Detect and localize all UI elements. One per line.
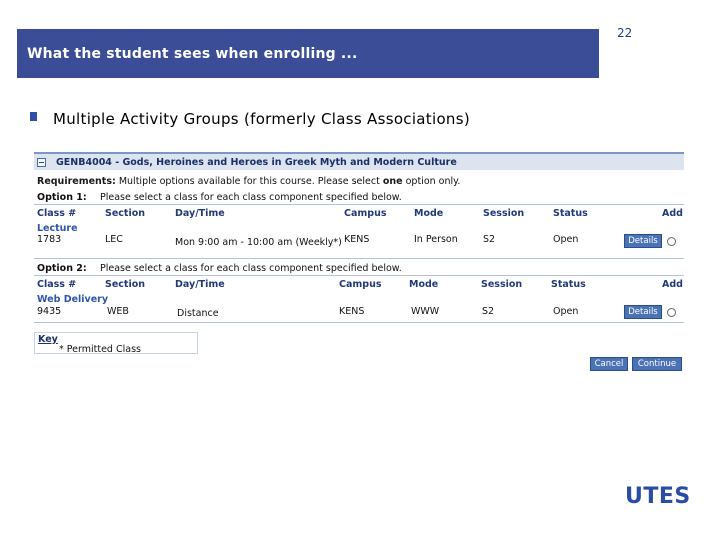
slide-title: What the student sees when enrolling ... xyxy=(27,46,358,62)
col-status: Status xyxy=(553,208,588,219)
option-2-label: Option 2: xyxy=(37,263,87,274)
option-2-description: Please select a class for each class component specified below. xyxy=(100,263,402,274)
col-class-no: Class # xyxy=(37,208,77,219)
day-time: Distance xyxy=(177,308,219,319)
campus: KENS xyxy=(339,306,365,317)
group-web-delivery: Web Delivery xyxy=(37,294,109,305)
day-time: Mon 9:00 am - 10:00 am (Weekly*) xyxy=(175,237,342,248)
col-section: Section xyxy=(105,208,146,219)
col-add: Add xyxy=(662,279,683,290)
status: Open xyxy=(553,306,579,317)
col-campus: Campus xyxy=(339,279,382,290)
option-2-radio[interactable] xyxy=(667,308,676,317)
col-session: Session xyxy=(483,208,525,219)
requirements-label: Requirements: xyxy=(37,176,116,187)
mode: In Person xyxy=(414,234,458,245)
key-title: Key xyxy=(38,334,58,345)
session: S2 xyxy=(482,306,495,317)
divider xyxy=(34,275,684,276)
col-add: Add xyxy=(662,208,683,219)
key-box xyxy=(34,332,198,354)
campus: KENS xyxy=(344,234,370,245)
mode: WWW xyxy=(411,306,440,317)
section: LEC xyxy=(105,234,123,245)
course-header xyxy=(34,152,684,170)
brand-logo: UTES xyxy=(625,484,691,509)
cancel-button[interactable]: Cancel xyxy=(590,357,628,371)
collapse-icon[interactable] xyxy=(37,158,46,167)
key-text: * Permitted Class xyxy=(59,344,141,355)
col-section: Section xyxy=(105,279,146,290)
col-mode: Mode xyxy=(409,279,439,290)
continue-button[interactable]: Continue xyxy=(632,357,682,371)
divider xyxy=(34,322,684,323)
col-class-no: Class # xyxy=(37,279,77,290)
bullet-text: Multiple Activity Groups (formerly Class Associations) xyxy=(53,110,471,128)
bullet-icon xyxy=(30,112,37,121)
col-campus: Campus xyxy=(344,208,387,219)
class-number: 9435 xyxy=(37,306,62,317)
session: S2 xyxy=(483,234,496,245)
details-button[interactable]: Details xyxy=(624,234,662,248)
group-lecture: Lecture xyxy=(37,223,78,234)
requirements xyxy=(37,176,460,187)
requirements-emphasis: one xyxy=(382,176,403,187)
divider xyxy=(34,204,684,205)
class-number: 1783 xyxy=(37,234,62,245)
divider xyxy=(34,258,684,259)
page-number: 22 xyxy=(617,26,633,40)
details-button[interactable]: Details xyxy=(624,305,662,319)
option-1-description: Please select a class for each class component specified below. xyxy=(100,192,402,203)
option-1-radio[interactable] xyxy=(667,237,676,246)
section: WEB xyxy=(107,306,129,317)
col-day-time: Day/Time xyxy=(175,208,225,219)
requirements-text-end: option only. xyxy=(405,176,461,187)
course-title: GENB4004 - Gods, Heroines and Heroes in Greek Myth and Modern Culture xyxy=(56,157,457,168)
enrolment-screen xyxy=(34,152,684,400)
col-status: Status xyxy=(551,279,586,290)
option-1-label: Option 1: xyxy=(37,192,87,203)
col-day-time: Day/Time xyxy=(175,279,225,290)
col-mode: Mode xyxy=(414,208,444,219)
status: Open xyxy=(553,234,579,245)
col-session: Session xyxy=(481,279,523,290)
requirements-text: Multiple options available for this course. Please select xyxy=(118,176,380,187)
